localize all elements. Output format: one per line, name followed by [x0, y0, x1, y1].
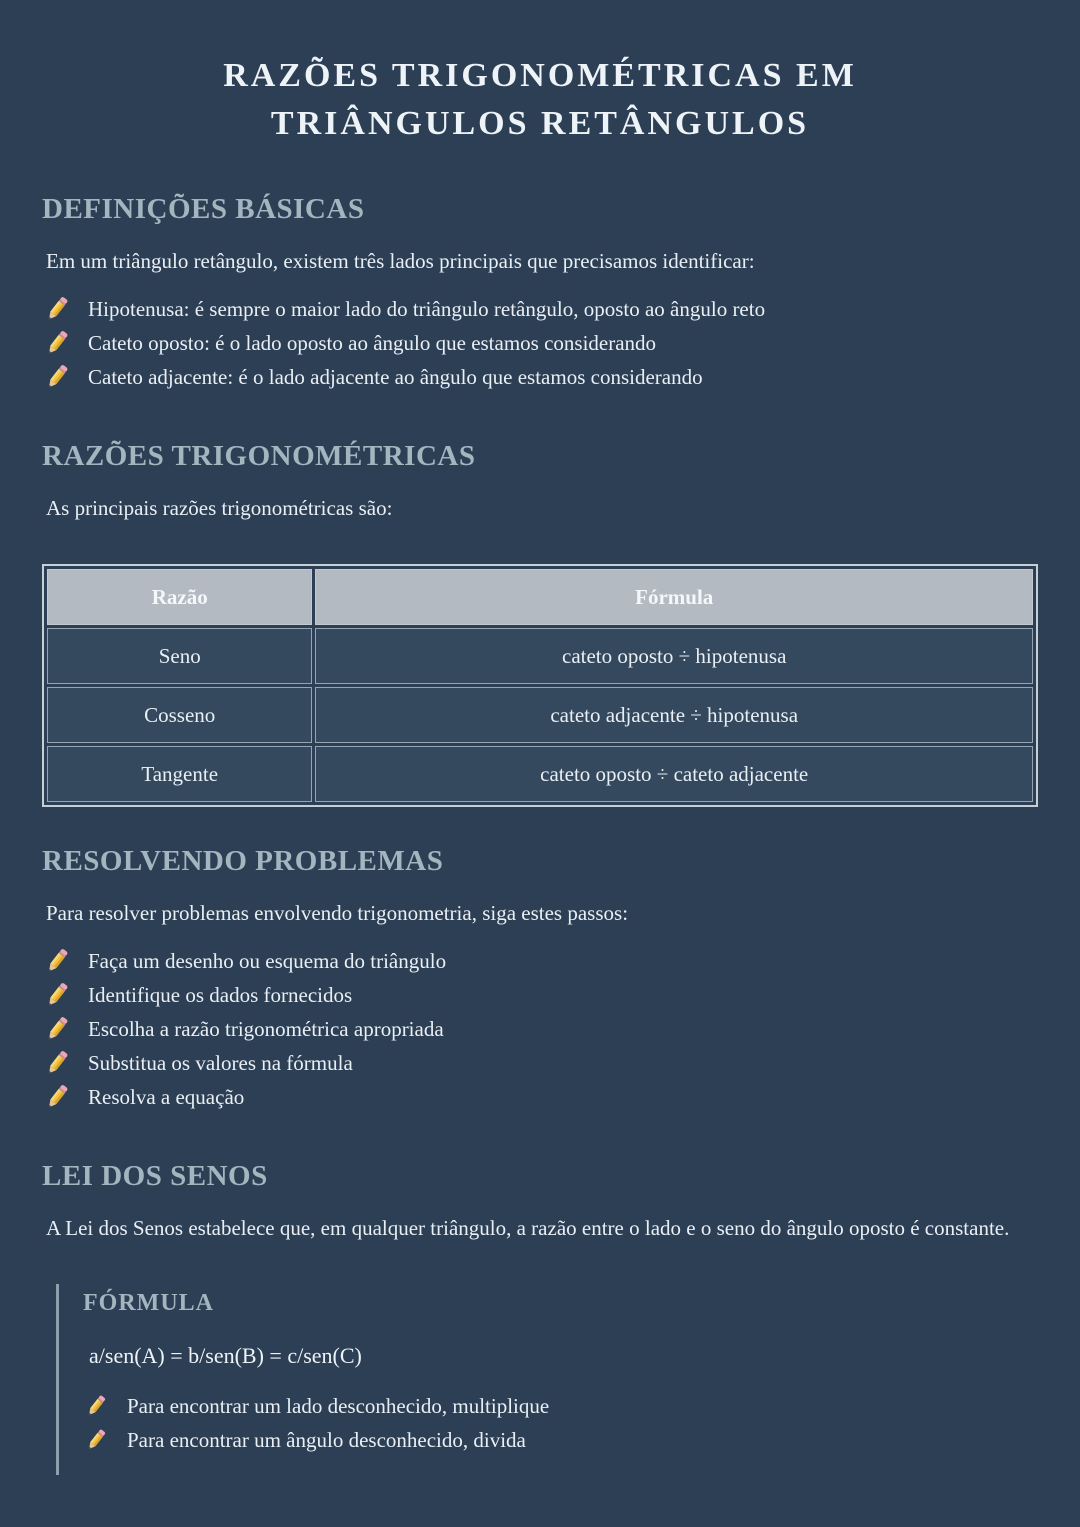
list-item	[42, 1012, 1038, 1046]
pencil-icon	[83, 1393, 109, 1419]
pencil-icon	[42, 1048, 72, 1078]
pencil-icon	[42, 1082, 72, 1112]
table-cell-ratio: Tangente	[47, 746, 312, 802]
table-cell-ratio: Cosseno	[47, 687, 312, 743]
section-heading-definicoes-basicas: DEFINIÇÕES BÁSICAS	[42, 193, 365, 226]
list-item	[42, 978, 1038, 1012]
list-item-text: Resolva a equação	[88, 1084, 245, 1109]
definicoes-list	[42, 292, 1038, 394]
section-heading-resolvendo-problemas: RESOLVENDO PROBLEMAS	[42, 845, 444, 878]
table-header-row	[47, 569, 1033, 625]
page-title	[120, 52, 960, 147]
lei-senos-intro-text: A Lei dos Senos estabelece que, em qualquer triângulo, a razão entre o lado e o seno do ângulo oposto é constante.	[46, 1215, 1010, 1240]
pencil-icon	[42, 1014, 72, 1044]
section-heading-razoes-trigonometricas: RAZÕES TRIGONOMÉTRICAS	[42, 439, 476, 472]
list-item	[42, 944, 1038, 978]
table-header-formula: Fórmula	[315, 569, 1033, 625]
list-item-text: Para encontrar um ângulo desconhecido, divida	[127, 1428, 526, 1453]
table-cell-ratio: Seno	[47, 628, 312, 684]
list-item-text: Hipotenusa: é sempre o maior lado do triângulo retângulo, oposto ao ângulo reto	[88, 296, 766, 321]
table-cell-formula: cateto oposto ÷ hipotenusa	[315, 628, 1033, 684]
list-item-text: Substitua os valores na fórmula	[88, 1050, 353, 1075]
formula-box	[56, 1284, 1038, 1475]
list-item-text: Identifique os dados fornecidos	[88, 982, 353, 1007]
resolvendo-steps-list	[42, 944, 1038, 1114]
list-item	[42, 360, 1038, 394]
pencil-icon	[42, 980, 72, 1010]
formula-box-heading: FÓRMULA	[83, 1290, 214, 1317]
list-item-text: Para encontrar um lado desconhecido, multiplique	[127, 1394, 550, 1419]
page-title-line2: TRIÂNGULOS RETÂNGULOS	[270, 104, 810, 142]
list-item	[42, 292, 1038, 326]
list-item	[42, 1046, 1038, 1080]
pencil-icon	[42, 946, 72, 976]
list-item	[42, 326, 1038, 360]
list-item-text: Escolha a razão trigonométrica apropriada	[88, 1016, 444, 1041]
table-row	[47, 628, 1033, 684]
trig-ratios-table	[42, 564, 1038, 807]
list-item	[83, 1423, 1038, 1457]
formula-notes-list	[83, 1389, 1038, 1457]
formula-text: a/sen(A) = b/sen(B) = c/sen(C)	[89, 1343, 362, 1369]
pencil-icon	[42, 294, 72, 324]
table-row	[47, 687, 1033, 743]
resolvendo-intro-text: Para resolver problemas envolvendo trigonometria, siga estes passos:	[46, 901, 629, 926]
table-cell-formula: cateto oposto ÷ cateto adjacente	[315, 746, 1033, 802]
list-item	[42, 1080, 1038, 1114]
section-heading-lei-dos-senos: LEI DOS SENOS	[42, 1159, 268, 1192]
pencil-icon	[42, 362, 72, 392]
pencil-icon	[83, 1427, 109, 1453]
table-row	[47, 746, 1033, 802]
list-item-text: Faça um desenho ou esquema do triângulo	[88, 948, 447, 973]
page-title-line1: RAZÕES TRIGONOMÉTRICAS EM	[223, 57, 857, 94]
table-header-razao: Razão	[47, 569, 312, 625]
definicoes-intro-text: Em um triângulo retângulo, existem três lados principais que precisamos identificar:	[46, 249, 755, 274]
list-item	[83, 1389, 1038, 1423]
razoes-intro-text: As principais razões trigonométricas são:	[46, 495, 393, 520]
table-cell-formula: cateto adjacente ÷ hipotenusa	[315, 687, 1033, 743]
pencil-icon	[42, 328, 72, 358]
list-item-text: Cateto adjacente: é o lado adjacente ao ângulo que estamos considerando	[88, 364, 703, 389]
list-item-text: Cateto oposto: é o lado oposto ao ângulo que estamos considerando	[88, 330, 657, 355]
